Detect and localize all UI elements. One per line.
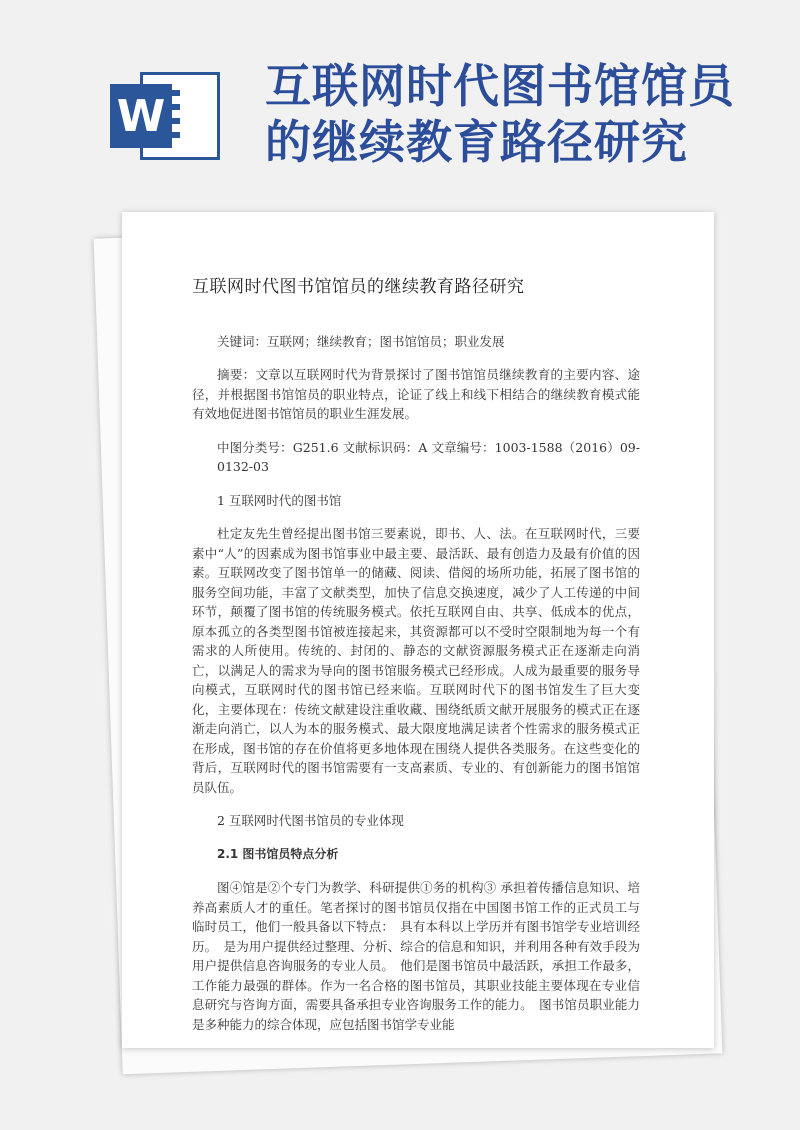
document-content <box>192 278 640 1048</box>
banner-title: 互联网时代图书馆馆员的继续教育路径研究 <box>265 59 735 169</box>
section1-heading: 1 互联网时代的图书馆 <box>217 492 342 508</box>
section21-heading: 2.1 图书馆员特点分析 <box>217 846 339 861</box>
word-document-icon <box>110 72 220 160</box>
word-logo-badge: W <box>110 84 172 148</box>
section21-body: 图④馆是②个专门为教学、科研提供①务的机构③ 承担着传播信息知识、培养高素质人才的重任。笔者探讨的图书馆员仅指在中国图书馆工作的正式员工与临时员工，他们一般具备以下特点： 具有本科以上学历并有图书馆学专业培训经历。 是为用户提供经过整理、分析、综合的信息和知识，并利用各种有效手段为用户提供信息咨询服务的专业人员。 他们是图书馆员中最活跃，承担工作最多，工作能力最强的群体。作为一名合格的图书馆员，其职业技能主要体现在专业信息研究与咨询方面，需要具备承担专业咨询服务工作的能力。 图书馆员职业能力是多种能力的综合体现，应包括图书馆学专业能 <box>192 880 640 1032</box>
section1-body: 杜定友先生曾经提出图书馆三要素说，即书、人、法。在互联网时代，三要素中“人”的因素成为图书馆事业中最主要、最活跃、最有创造力及最有价值的因素。互联网改变了图书馆单一的储藏、阅读、借阅的场所功能，拓展了图书馆的服务空间功能，丰富了文献类型，加快了信息交换速度，减少了人工传递的中间环节，颠覆了图书馆的传统服务模式。依托互联网自由、共享、低成本的优点，原本孤立的各类型图书馆被连接起来，其资源都可以不受时空限制地为每一个有需求的人所使用。传统的、封闭的、静态的文献资源服务模式正在逐渐走向消亡，以满足人的需求为导向的图书馆服务模式已经形成。人成为最重要的服务导向模式，互联网时代的图书馆已经来临。互联网时代下的图书馆发生了巨大变化，主要体现在：传统文献建设注重收藏、围绕纸质文献开展服务的模式正在逐渐走向消亡，以人为本的服务模式、最大限度地满足读者个性需求的服务模式正在形成，图书馆的存在价值将更多地体现在围绕人提供各类服务。在这些变化的背后，互联网时代的图书馆需要有一支高素质、专业的、有创新能力的图书馆馆员队伍。 <box>192 526 640 795</box>
classification-info: 中图分类号：G251.6 文献标识码：A 文章编号：1003-1588（2016）09-0132-03 <box>217 439 640 474</box>
section2-heading: 2 互联网时代图书馆员的专业体现 <box>217 813 404 828</box>
keywords: 关键词：互联网；继续教育；图书馆馆员；职业发展 <box>217 333 505 349</box>
banner <box>0 0 800 200</box>
document-title: 互联网时代图书馆馆员的继续教育路径研究 <box>192 277 525 297</box>
abstract: 摘要：文章以互联网时代为背景探讨了图书馆馆员继续教育的主要内容、途径，并根据图书馆馆员的职业特点，论证了线上和线下相结合的继续教育模式能有效地促进图书馆馆员的职业生涯发展。 <box>192 367 640 421</box>
document-page <box>122 212 714 1048</box>
